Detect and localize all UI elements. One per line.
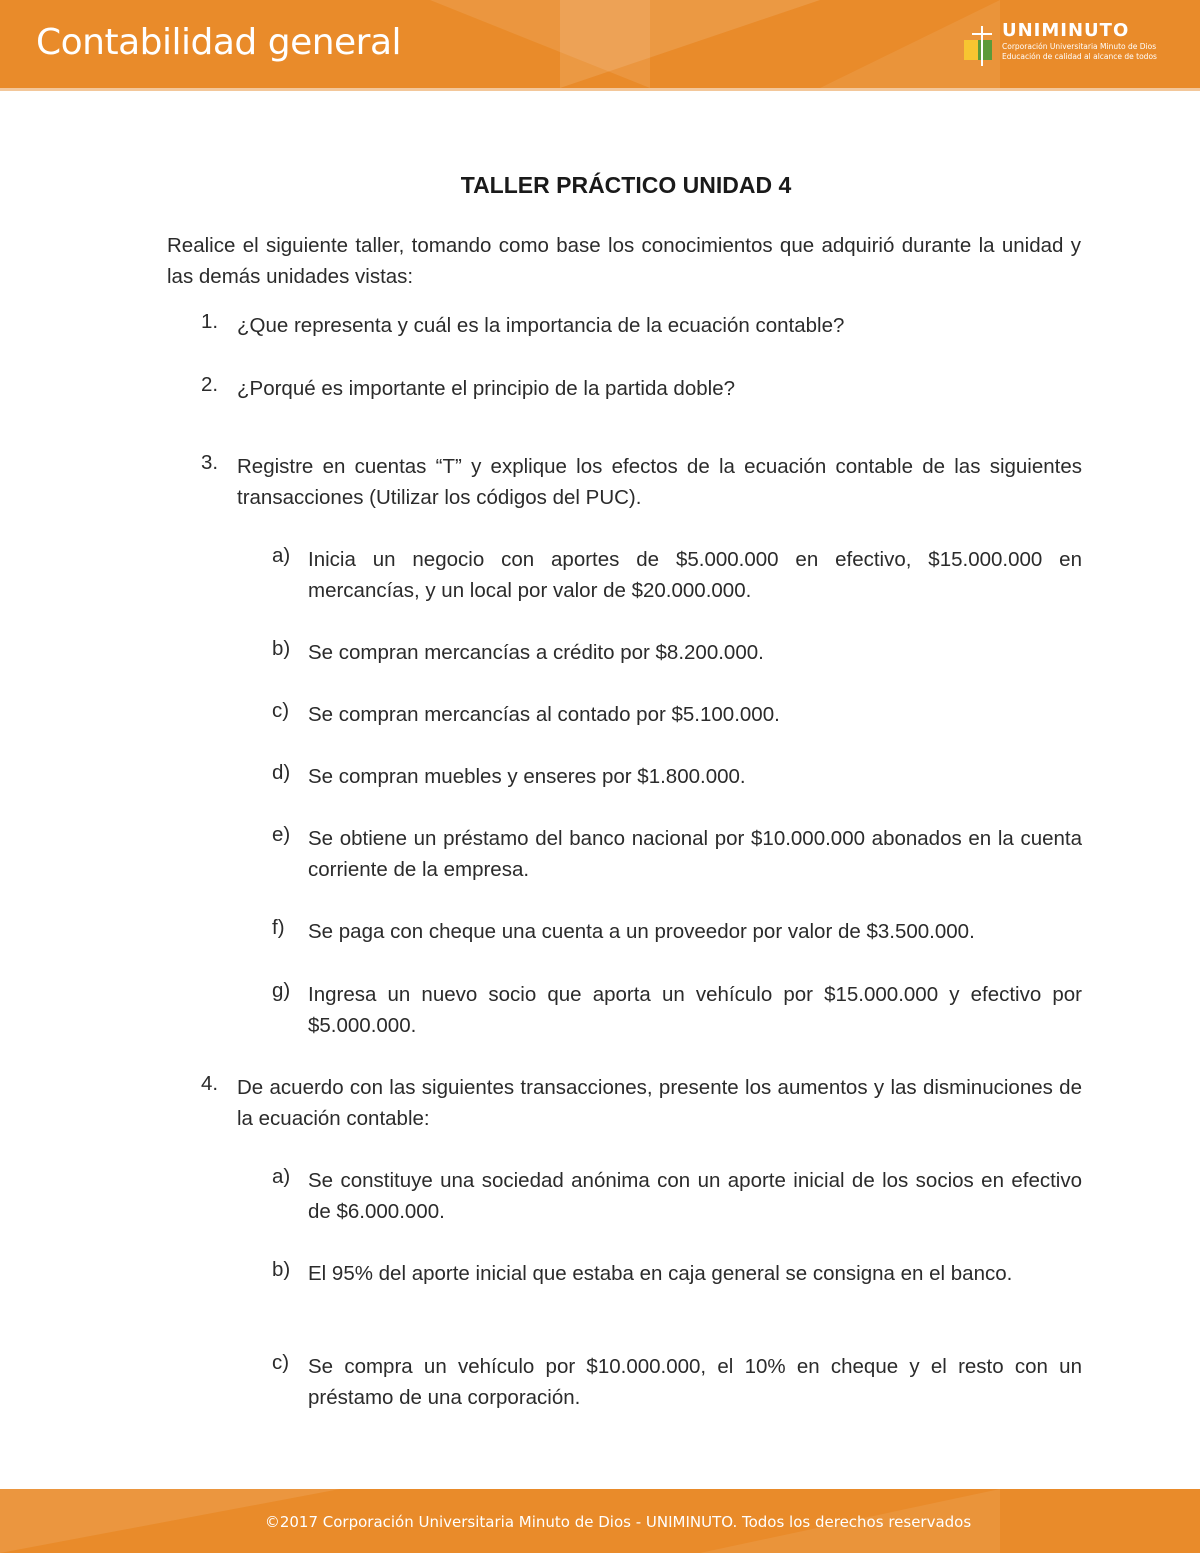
page-title: TALLER PRÁCTICO UNIDAD 4 (460, 172, 792, 198)
question-1-number: 1. (201, 310, 219, 333)
list-item-label: a) (272, 1165, 291, 1188)
uniminuto-logo-icon (962, 26, 998, 66)
question-3-number: 3. (201, 451, 219, 474)
logo-tagline: Educación de calidad al alcance de todos (1002, 52, 1157, 61)
list-item: Se constituye una sociedad anónima con un aporte inicial de los socios en efectivo de $6.000.000. (308, 1169, 1082, 1223)
list-item: Se paga con cheque una cuenta a un proveedor por valor de $3.500.000. (308, 920, 975, 943)
list-item-label: a) (272, 544, 291, 567)
list-item-label: d) (272, 761, 291, 784)
list-item-label: b) (272, 1258, 291, 1281)
list-item: Se compran mercancías a crédito por $8.200.000. (308, 641, 764, 664)
list-item: Se compran muebles y enseres por $1.800.000. (308, 765, 746, 788)
list-item: Se obtiene un préstamo del banco nacional por $10.000.000 abonados en la cuenta corriente de la empresa. (308, 827, 1082, 881)
logo-name: UNIMINUTO (1002, 20, 1130, 41)
uniminuto-logo (962, 18, 1162, 74)
list-item: Inicia un negocio con aportes de $5.000.000 en efectivo, $15.000.000 en mercancías, y un local por valor de $20.000.000. (308, 548, 1082, 602)
list-item: El 95% del aporte inicial que estaba en caja general se consigna en el banco. (308, 1262, 1013, 1285)
question-4: De acuerdo con las siguientes transacciones, presente los aumentos y las disminuciones de la ecuación contable: (237, 1076, 1082, 1130)
list-item-label: f) (272, 916, 285, 939)
list-item-label: g) (272, 979, 291, 1002)
header-divider (0, 88, 1200, 91)
logo-subtitle: Corporación Universitaria Minuto de Dios (1002, 42, 1157, 51)
question-2: ¿Porqué es importante el principio de la partida doble? (237, 377, 735, 400)
page-footer (0, 1489, 1200, 1553)
list-item-label: c) (272, 699, 290, 722)
question-4-number: 4. (201, 1072, 219, 1095)
list-item: Ingresa un nuevo socio que aporta un vehículo por $15.000.000 y efectivo por $5.000.000. (308, 983, 1082, 1037)
list-item: Se compra un vehículo por $10.000.000, el 10% en cheque y el resto con un préstamo de una corporación. (308, 1355, 1082, 1409)
page-header (0, 0, 1200, 88)
question-3: Registre en cuentas “T” y explique los efectos de la ecuación contable de las siguientes transacciones (Utilizar los códigos del PUC). (237, 455, 1082, 509)
course-title: Contabilidad general (36, 22, 402, 63)
list-item-label: b) (272, 637, 291, 660)
intro-paragraph: Realice el siguiente taller, tomando como base los conocimientos que adquirió durante la unidad y las demás unidades vistas: (167, 234, 1081, 288)
list-item-label: c) (272, 1351, 290, 1374)
question-2-number: 2. (201, 373, 219, 396)
list-item-label: e) (272, 823, 291, 846)
list-item: Se compran mercancías al contado por $5.100.000. (308, 703, 780, 726)
copyright-text: ©2017 Corporación Universitaria Minuto de Dios - UNIMINUTO. Todos los derechos reservados (264, 1513, 972, 1531)
question-1: ¿Que representa y cuál es la importancia de la ecuación contable? (237, 314, 845, 337)
